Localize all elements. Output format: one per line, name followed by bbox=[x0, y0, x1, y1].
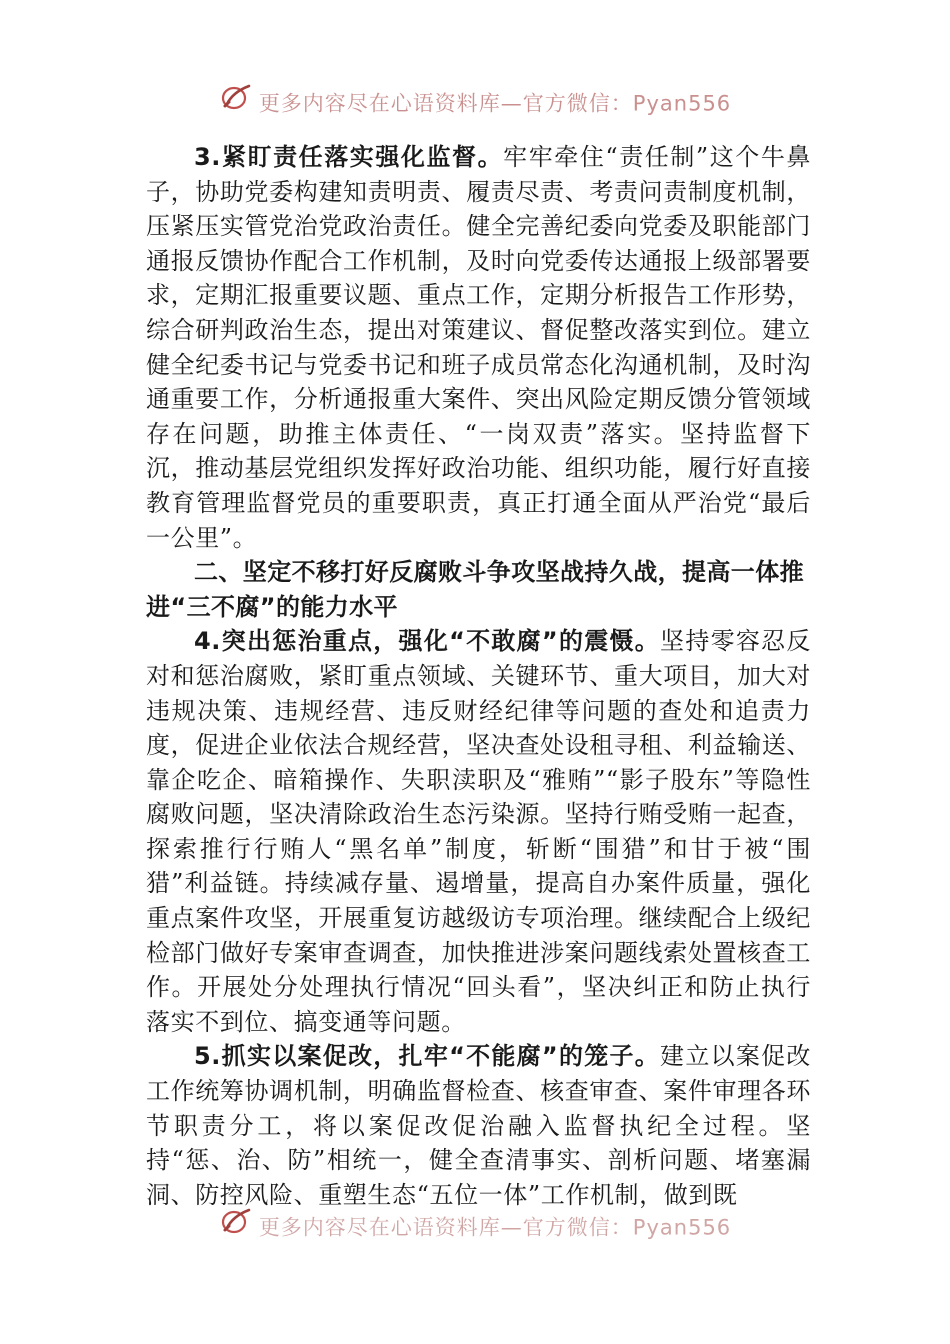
paragraph-4-body: 坚持零容忍反对和惩治腐败，紧盯重点领域、关键环节、重大项目，加大对违规决策、违规经营、违反财经纪律等问题的查处和追责力度，促进企业依法合规经营，坚决查处设租寻租、利益输送、靠企吃企、暗箱操作、失职渎职及“雅贿”“影子股东”等隐性腐败问题，坚决清除政治生态污染源。坚持行贿受贿一起查，探索推行行贿人“黑名单”制度，斩断“围猎”和甘于被“围猎”利益链。持续减存量、遏增量，提高自办案件质量，强化重点案件攻坚，开展重复访越级访专项治理。继续配合上级纪检部门做好专案审查调查，加快推进涉案问题线索处置核查工作。开展处分处理执行情况“回头看”，坚决纠正和防止执行落实不到位、搞变通等问题。 bbox=[146, 627, 811, 1036]
brush-logo-icon bbox=[219, 82, 253, 121]
paragraph-3 bbox=[146, 140, 811, 555]
watermark-header bbox=[0, 86, 950, 118]
watermark-text: 更多内容尽在心语资料库—官方微信：Pyan556 bbox=[258, 91, 732, 116]
document-body bbox=[146, 140, 811, 1212]
paragraph-4 bbox=[146, 624, 811, 1039]
paragraph-5-lead: 5.抓实以案促改，扎牢“不能腐”的笼子。 bbox=[194, 1042, 661, 1071]
paragraph-3-lead: 3.紧盯责任落实强化监督。 bbox=[194, 143, 504, 171]
paragraph-5 bbox=[146, 1039, 811, 1212]
section-heading-2: 二、坚定不移打好反腐败斗争攻坚战持久战，提高一体推进“三不腐”的能力水平 bbox=[146, 558, 804, 621]
watermark-text: 更多内容尽在心语资料库—官方微信：Pyan556 bbox=[258, 1215, 732, 1240]
paragraph-5-body: 建立以案促改工作统筹协调机制，明确监督检查、核查审查、案件审理各环节职责分工，将以案促改促治融入监督执纪全过程。坚持“惩、治、防”相统一，健全查清事实、剖析问题、堵塞漏洞、防控风险、重塑生态“五位一体”工作机制，做到既 bbox=[146, 1042, 811, 1209]
brush-logo-icon bbox=[219, 1206, 253, 1245]
paragraph-3-body: 牢牢牵住“责任制”这个牛鼻子，协助党委构建知责明责、履责尽责、考责问责制度机制，压紧压实管党治党政治责任。健全完善纪委向党委及职能部门通报反馈协作配合工作机制，及时向党委传达通报上级部署要求，定期汇报重要议题、重点工作，定期分析报告工作形势，综合研判政治生态，提出对策建议、督促整改落实到位。建立健全纪委书记与党委书记和班子成员常态化沟通机制，及时沟通重要工作，分析通报重大案件、突出风险定期反馈分管领域存在问题，助推主体责任、“一岗双责”落实。坚持监督下沉，推动基层党组织发挥好政治功能、组织功能，履行好直接教育管理监督党员的重要职责，真正打通全面从严治党“最后一公里”。 bbox=[146, 143, 811, 552]
paragraph-4-lead: 4.突出惩治重点，强化“不敢腐”的震慑。 bbox=[194, 627, 661, 656]
watermark-footer bbox=[0, 1210, 950, 1242]
